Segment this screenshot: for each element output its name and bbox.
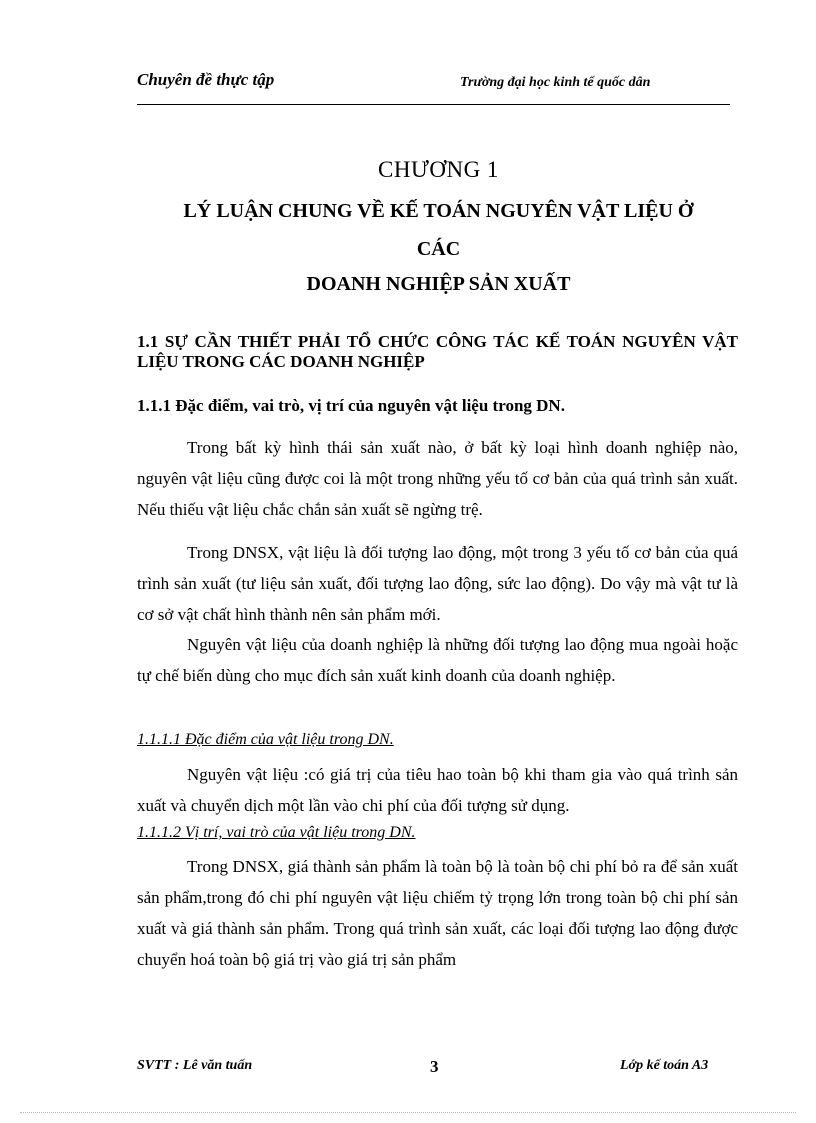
body-paragraph: Trong bất kỳ hình thái sản xuất nào, ở bất kỳ loại hình doanh nghiệp nào, nguyên vật liệu cũng được coi là một trong những yếu tố cơ bản của quá trình sản xuất. Nếu thiếu vật liệu chắc chắn sản xuất sẽ ngừng trệ. <box>137 438 738 519</box>
body-paragraph: Trong DNSX, vật liệu là đối tượng lao động, một trong 3 yếu tố cơ bản của quá trình sản xuất (tư liệu sản xuất, đối tượng lao động, sức lao động). Do vậy mà vật tư là cơ sở vật chất hình thành nên sản phẩm mới. <box>137 543 738 624</box>
chapter-number: CHƯƠNG 1 <box>378 157 499 182</box>
chapter-title-line-3: DOANH NGHIỆP SẢN XUẤT <box>306 273 571 295</box>
header-divider <box>137 104 730 105</box>
footer-student-name: SVTT : Lê văn tuấn <box>137 1058 253 1073</box>
body-paragraph: Trong DNSX, giá thành sản phẩm là toàn bộ là toàn bộ chi phí bỏ ra để sản xuất sản phẩm,trong đó chi phí nguyên vật liệu chiếm tỷ trọng lớn trong toàn bộ chi phí sản xuất và giá thành sản phẩm. Trong quá trình sản xuất, các loại đối tượng lao động được chuyển hoá toàn bộ giá trị vào giá trị sản phẩm <box>137 857 738 969</box>
body-paragraph: Nguyên vật liệu :có giá trị của tiêu hao toàn bộ khi tham gia vào quá trình sản xuất và chuyển dịch một lần vào chi phí của đối tượng sử dụng. <box>137 765 738 815</box>
footer-class: Lớp kế toán A3 <box>620 1058 709 1073</box>
page-number: 3 <box>430 1057 439 1076</box>
body-paragraph: Nguyên vật liệu của doanh nghiệp là những đối tượng lao động mua ngoài hoặc tự chế biến dùng cho mục đích sản xuất kinh doanh của doanh nghiệp. <box>137 635 738 685</box>
subsection-heading: 1.1.1 Đặc điểm, vai trò, vị trí của nguyên vật liệu trong DN. <box>137 396 565 415</box>
header-document-type: Chuyên đề thực tập <box>137 70 275 89</box>
item-heading: 1.1.1.1 Đặc điểm của vật liệu trong DN. <box>137 731 394 748</box>
item-heading: 1.1.1.2 Vị trí, vai trò của vật liệu trong DN. <box>137 824 416 841</box>
chapter-title-line-1: LÝ LUẬN CHUNG VỀ KẾ TOÁN NGUYÊN VẬT LIỆU Ở <box>183 200 694 222</box>
chapter-title-line-2: CÁC <box>416 238 461 260</box>
section-heading: 1.1 SỰ CẦN THIẾT PHẢI TỔ CHỨC CÔNG TÁC KẾ TOÁN NGUYÊN VẬT LIỆU TRONG CÁC DOANH NGHIỆP <box>137 332 738 371</box>
page-bottom-border <box>20 1112 796 1113</box>
header-university: Trường đại học kinh tế quốc dân <box>460 75 651 90</box>
